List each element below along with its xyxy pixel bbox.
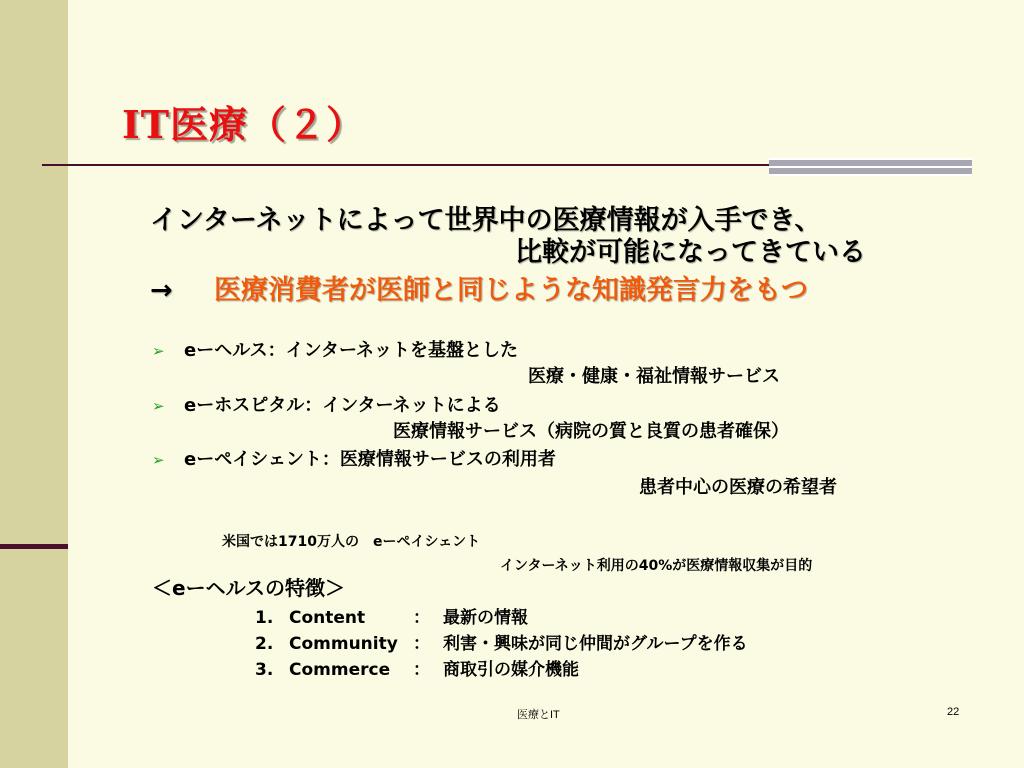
feature-separator: ： [413, 608, 430, 628]
feature-item [255, 655, 579, 680]
feature-number: 1. [255, 608, 274, 628]
bullet-item-e-health [152, 336, 518, 362]
feature-number: 2. [255, 634, 274, 654]
sidebar-rule [0, 544, 68, 549]
note-line-2: インターネット利用の40%が医療情報収集が目的 [500, 558, 813, 574]
bullet-item-e-patient [152, 445, 556, 471]
arrow-icon: → [150, 275, 173, 306]
bullet-continuation: 医療情報サービス（病院の質と良質の患者確保） [393, 421, 789, 442]
arrow-bullet-icon: ➢ [152, 342, 165, 360]
bullet-text: eーヘルス：インターネットを基盤とした [184, 340, 519, 361]
feature-separator: ： [413, 634, 430, 654]
title-divider-accent [769, 158, 972, 176]
headline-line-3 [150, 268, 808, 307]
arrow-bullet-icon: ➢ [152, 451, 165, 469]
feature-term: Content [289, 608, 366, 628]
feature-desc: 商取引の媒介機能 [443, 660, 579, 680]
title-divider [42, 164, 769, 166]
feature-desc: 利害・興味が同じ仲間がグループを作る [443, 634, 748, 654]
headline-line-1: インターネットによって世界中の医療情報が入手でき、 [150, 205, 822, 236]
sidebar-band [0, 0, 68, 768]
page-number: 22 [947, 706, 960, 718]
feature-term: Community [289, 634, 398, 654]
feature-desc: 最新の情報 [443, 608, 528, 628]
bullet-item-e-hospital [152, 391, 501, 417]
bullet-continuation: 医療・健康・福祉情報サービス [528, 366, 780, 387]
feature-item [255, 603, 528, 628]
features-heading: ＜eーヘルスの特徴＞ [152, 576, 345, 600]
headline-line-2: 比較が可能になってきている [515, 237, 866, 268]
footer-title: 医療とIT [517, 709, 560, 721]
feature-term: Commerce [289, 660, 391, 680]
headline-conclusion: 医療消費者が医師と同じような知識発言力をもつ [214, 275, 808, 306]
bullet-text: eーペイシェント：医療情報サービスの利用者 [184, 449, 556, 470]
bullet-continuation: 患者中心の医療の希望者 [639, 477, 837, 498]
note-line-1: 米国では1710万人の eーペイシェント [222, 534, 481, 550]
bullet-text: eーホスピタル：インターネットによる [184, 395, 501, 416]
feature-number: 3. [255, 660, 274, 680]
feature-separator: ： [413, 660, 430, 680]
slide-title: IT医療（２） [122, 102, 366, 147]
arrow-bullet-icon: ➢ [152, 397, 165, 415]
feature-item [255, 629, 748, 654]
